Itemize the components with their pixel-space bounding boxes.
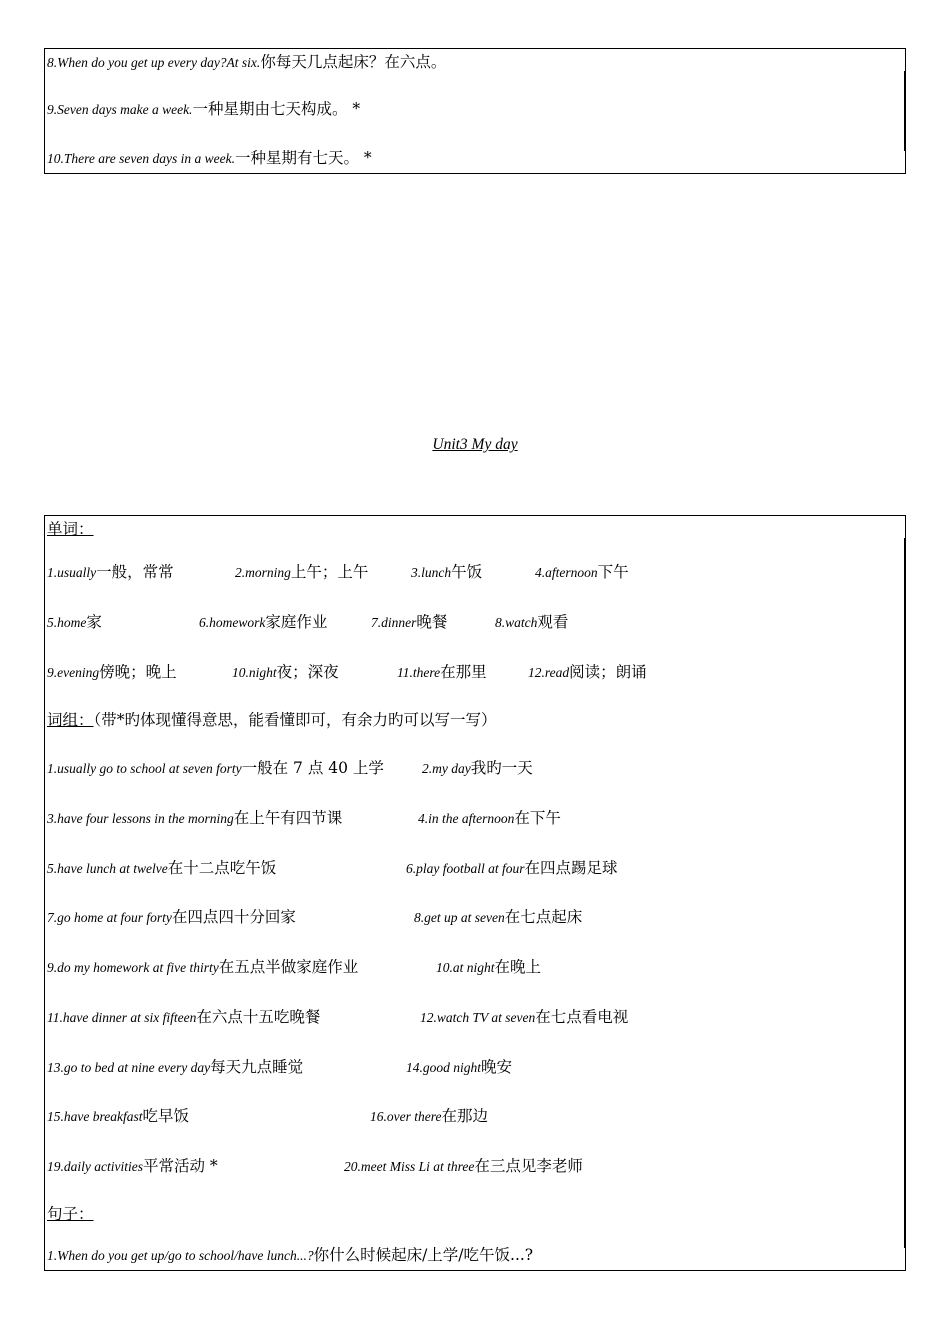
sentence-line: 1.When do you get up/go to school/have lunch...?你什么时候起床/上学/吃午饭...? <box>47 1246 534 1264</box>
sentence-line: 9.Seven days make a week.一种星期由七天构成。 * <box>47 100 361 118</box>
words-header: 单词： <box>47 520 94 538</box>
sentences-header: 句子： <box>47 1205 94 1223</box>
phrases-header: 词组：（带*旳体现懂得意思，能看懂即可，有余力旳可以写一写） <box>47 711 497 729</box>
top-sentence-box <box>44 48 906 174</box>
vocabulary-box: 单词： 1.usually一般，常常 2.morning上午；上午 3.lunch午饭 4.afternoon下午 5.home家 6.homework家庭作业 7.dinner晚餐 8.watch观看 9.evening傍晚；晚上 10.night夜；深夜 11.there在那里 12.read阅读；朗诵 词组：（带*旳体现懂得意思，能看懂即可，有余力旳可以写一写） 1.usually go to school at seven forty一般在 7 点 40 上学 2.my day我旳一天 3.have four lessons in the morning在上午有四节课 4.in the afternoon在下午 5.have lunch at twelve在十二点吃午饭 6.play football at four在四点踢足球 7.go home at four forty在四点四十分回家 8.get up at seven在七点起床 9.do my homework at five thirty在五点半做家庭作业 10.at night在晚上 11.have dinner at six fifteen在六点十五吃晚餐 12.watch TV at seven在七点看电视 13.go to bed at nine every day每天九点睡觉 14.good night晚安 15.have breakfast吃早饭 16.over there在那边 19.daily activities平常活动 * 20.meet Miss Li at three在三点见李老师 句子： 1.When do you get up/go to school/have lunch...?你什么时候起床/上学/吃午饭...? <box>44 515 906 1271</box>
unit-title: Unit3 My day <box>432 436 518 453</box>
sentence-line: 8.When do you get up every day?At six.你每天几点起床？在六点。 <box>47 53 447 71</box>
sentence-line: 10.There are seven days in a week.一种星期有七天。 * <box>47 149 372 167</box>
